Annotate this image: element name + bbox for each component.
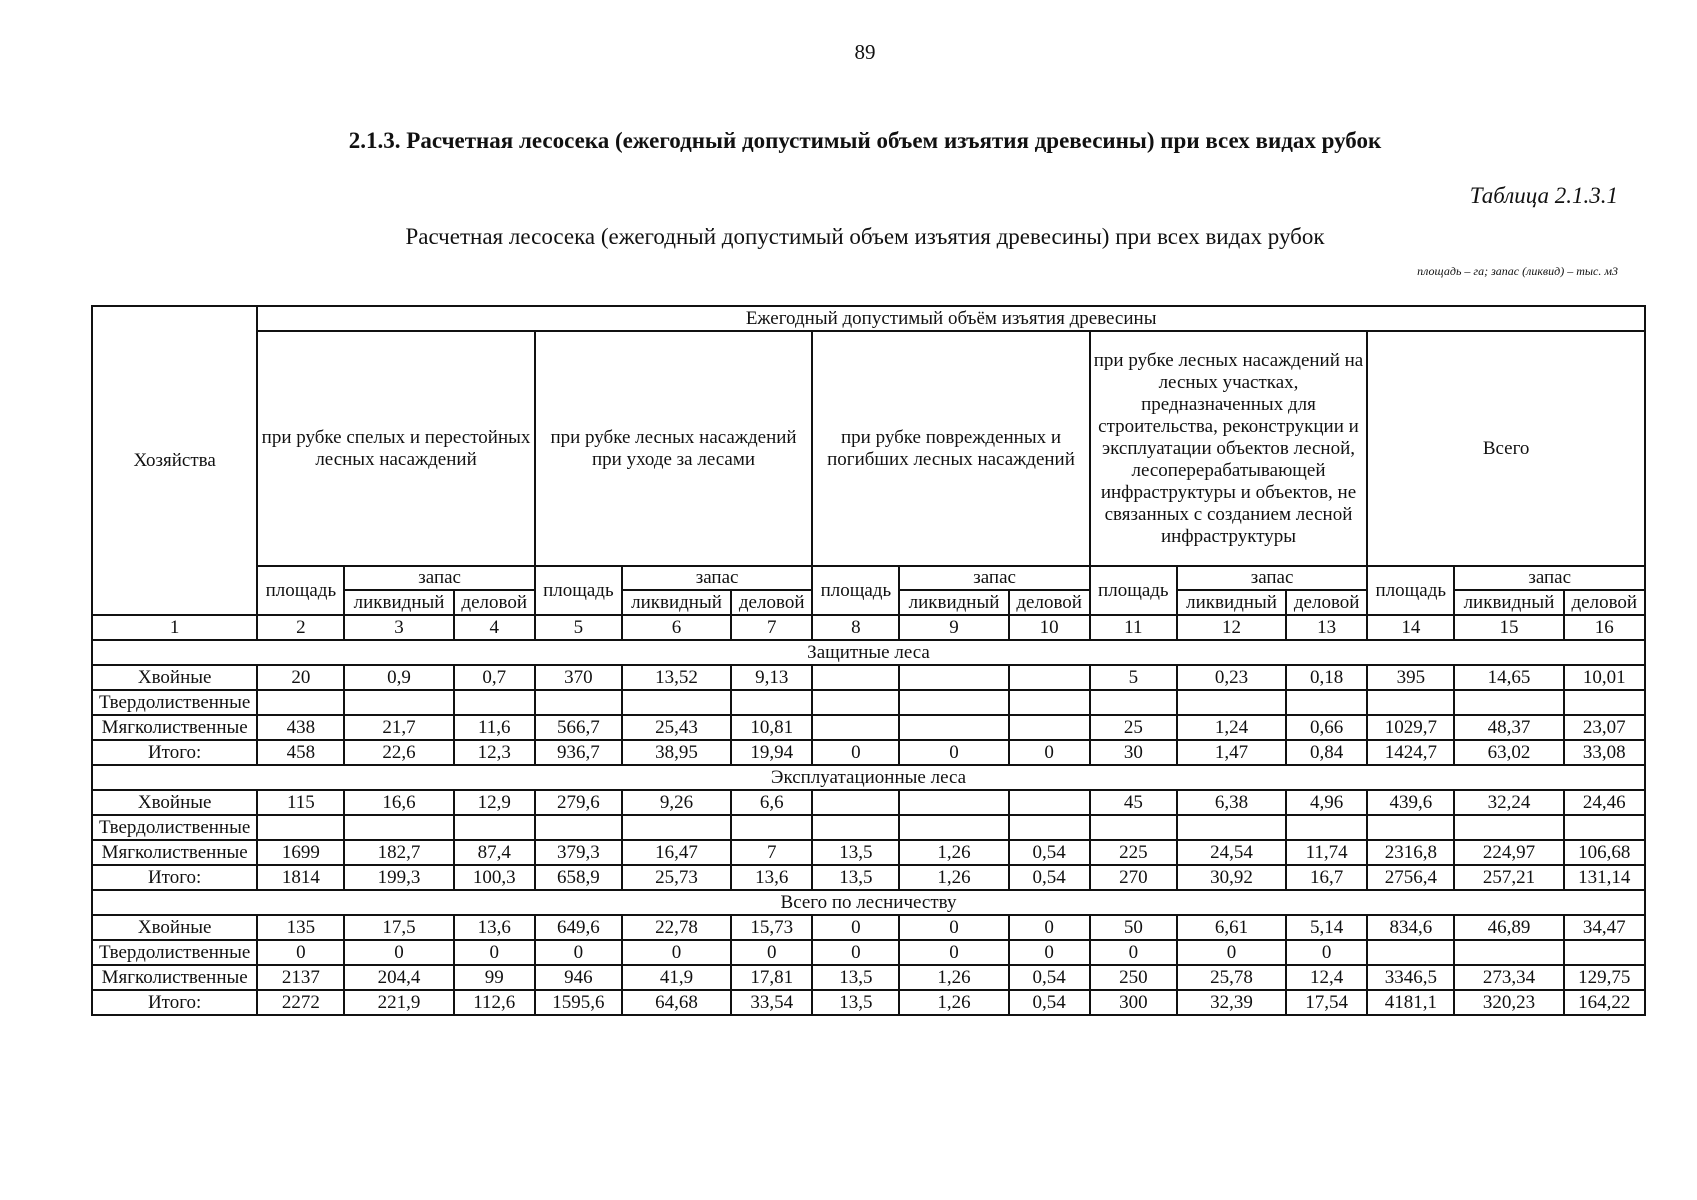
- table-cell: 13,5: [812, 865, 899, 890]
- table-cell: 13,6: [731, 865, 812, 890]
- table-cell: 0: [1177, 940, 1286, 965]
- row-label: Хвойные: [92, 915, 257, 940]
- table-cell: 7: [731, 840, 812, 865]
- table-row: [92, 715, 1645, 740]
- column-number-row: [92, 615, 1645, 640]
- units-note: площадь – га; запас (ликвид) – тыс. м3: [1417, 264, 1618, 278]
- table-cell: 34,47: [1564, 915, 1645, 940]
- table-cell: 100,3: [454, 865, 535, 890]
- table-row: [92, 740, 1645, 765]
- table-cell: 6,61: [1177, 915, 1286, 940]
- column-number-cell: 14: [1367, 615, 1454, 640]
- table-cell: 0: [899, 740, 1008, 765]
- section-heading: 2.1.3. Расчетная лесосека (ежегодный допустимый объем изъятия древесины) при всех видах рубок: [348, 128, 1382, 153]
- table-cell: [1367, 940, 1454, 965]
- table-cell: 2272: [257, 990, 344, 1015]
- table-cell: 13,52: [622, 665, 731, 690]
- table-cell: 6,38: [1177, 790, 1286, 815]
- table-cell: [454, 690, 535, 715]
- row-label: Твердолиственные: [92, 940, 257, 965]
- table-cell: 11,6: [454, 715, 535, 740]
- table-cell: 2137: [257, 965, 344, 990]
- table-cell: [1454, 690, 1563, 715]
- header-area: площадь: [812, 566, 899, 615]
- table-cell: 0: [812, 940, 899, 965]
- table-row: [92, 840, 1645, 865]
- header-business: деловой: [454, 590, 535, 615]
- column-number-cell: 9: [899, 615, 1008, 640]
- row-label: Мягколиственные: [92, 715, 257, 740]
- table-cell: 204,4: [344, 965, 453, 990]
- table-cell: 458: [257, 740, 344, 765]
- header-stock: запас: [899, 566, 1089, 590]
- table-cell: 273,34: [1454, 965, 1563, 990]
- table-cell: 439,6: [1367, 790, 1454, 815]
- header-business: деловой: [1009, 590, 1090, 615]
- table-cell: 1,47: [1177, 740, 1286, 765]
- table-cell: 17,81: [731, 965, 812, 990]
- column-number-cell: 1: [92, 615, 257, 640]
- row-label: Мягколиственные: [92, 840, 257, 865]
- header-stock: запас: [1177, 566, 1367, 590]
- table-cell: 9,26: [622, 790, 731, 815]
- table-cell: 658,9: [535, 865, 622, 890]
- table-cell: 10,01: [1564, 665, 1645, 690]
- table-cell: 46,89: [1454, 915, 1563, 940]
- table-cell: 0: [257, 940, 344, 965]
- row-label: Хвойные: [92, 665, 257, 690]
- table-cell: 0: [899, 940, 1008, 965]
- table-cell: 438: [257, 715, 344, 740]
- table-cell: [1009, 715, 1090, 740]
- table-cell: [1090, 690, 1177, 715]
- table-cell: 12,4: [1286, 965, 1367, 990]
- column-number-cell: 11: [1090, 615, 1177, 640]
- section-title: Защитные леса: [92, 640, 1645, 665]
- section-title: Всего по лесничеству: [92, 890, 1645, 915]
- header-stock: запас: [344, 566, 534, 590]
- header-area: площадь: [1090, 566, 1177, 615]
- table-cell: 6,6: [731, 790, 812, 815]
- table-row: [92, 940, 1645, 965]
- table-cell: 16,6: [344, 790, 453, 815]
- page-number: 89: [854, 40, 876, 64]
- table-cell: 2756,4: [1367, 865, 1454, 890]
- table-cell: 106,68: [1564, 840, 1645, 865]
- table-cell: [899, 815, 1008, 840]
- header-group-mature: при рубке спелых и перестойных лесных насаждений: [257, 331, 534, 566]
- table-row: [92, 865, 1645, 890]
- table-cell: 25,78: [1177, 965, 1286, 990]
- header-annual-volume: Ежегодный допустимый объём изъятия древесины: [257, 306, 1645, 331]
- header-liquid: ликвидный: [1454, 590, 1563, 615]
- header-group-construction: при рубке лесных насаждений на лесных участках, предназначенных для строительства, реконструкции и эксплуатации объектов лесной, лесоперерабатывающей инфраструктуры и объектов, не связанных с созданием лесной инфраструктуры: [1090, 331, 1367, 566]
- table-cell: 21,7: [344, 715, 453, 740]
- table-cell: 250: [1090, 965, 1177, 990]
- table-cell: 300: [1090, 990, 1177, 1015]
- table-cell: 320,23: [1454, 990, 1563, 1015]
- table-cell: [1090, 815, 1177, 840]
- table-cell: 0,7: [454, 665, 535, 690]
- table-cell: [535, 690, 622, 715]
- header-business: деловой: [731, 590, 812, 615]
- table-cell: 0,54: [1009, 965, 1090, 990]
- table-cell: 25,43: [622, 715, 731, 740]
- table-cell: [257, 815, 344, 840]
- table-cell: 14,65: [1454, 665, 1563, 690]
- table-cell: 17,54: [1286, 990, 1367, 1015]
- table-cell: [1009, 690, 1090, 715]
- table-cell: 15,73: [731, 915, 812, 940]
- column-number-cell: 13: [1286, 615, 1367, 640]
- table-cell: 22,6: [344, 740, 453, 765]
- table-cell: 30,92: [1177, 865, 1286, 890]
- table-cell: [1286, 690, 1367, 715]
- header-liquid: ликвидный: [899, 590, 1008, 615]
- table-cell: [1564, 940, 1645, 965]
- column-number-cell: 2: [257, 615, 344, 640]
- table-cell: 9,13: [731, 665, 812, 690]
- table-cell: 24,54: [1177, 840, 1286, 865]
- table-cell: 41,9: [622, 965, 731, 990]
- table-cell: [731, 690, 812, 715]
- table-label: Таблица 2.1.3.1: [1469, 183, 1618, 208]
- table-cell: 16,47: [622, 840, 731, 865]
- allowable-cut-table: [91, 305, 1646, 1016]
- table-cell: [1177, 690, 1286, 715]
- table-cell: 1595,6: [535, 990, 622, 1015]
- header-liquid: ликвидный: [1177, 590, 1286, 615]
- table-cell: 99: [454, 965, 535, 990]
- table-cell: 221,9: [344, 990, 453, 1015]
- header-area: площадь: [1367, 566, 1454, 615]
- table-cell: 16,7: [1286, 865, 1367, 890]
- table-cell: 0: [899, 915, 1008, 940]
- table-cell: 0,54: [1009, 865, 1090, 890]
- header-stock: запас: [622, 566, 812, 590]
- table-cell: [899, 715, 1008, 740]
- table-cell: 0: [731, 940, 812, 965]
- column-number-cell: 8: [812, 615, 899, 640]
- table-cell: 199,3: [344, 865, 453, 890]
- table-cell: 566,7: [535, 715, 622, 740]
- table-cell: 13,6: [454, 915, 535, 940]
- table-cell: 1814: [257, 865, 344, 890]
- table-cell: 4,96: [1286, 790, 1367, 815]
- column-number-cell: 6: [622, 615, 731, 640]
- table-cell: 20: [257, 665, 344, 690]
- table-cell: 0: [812, 915, 899, 940]
- section-row: [92, 890, 1645, 915]
- table-cell: 17,5: [344, 915, 453, 940]
- table-cell: 13,5: [812, 965, 899, 990]
- table-cell: 5: [1090, 665, 1177, 690]
- row-label: Итого:: [92, 865, 257, 890]
- table-cell: [454, 815, 535, 840]
- table-cell: [899, 690, 1008, 715]
- header-area: площадь: [257, 566, 344, 615]
- table-cell: 32,24: [1454, 790, 1563, 815]
- table-cell: [899, 790, 1008, 815]
- table-cell: 24,46: [1564, 790, 1645, 815]
- table-cell: 0: [1009, 915, 1090, 940]
- table-cell: 0: [622, 940, 731, 965]
- header-business: деловой: [1286, 590, 1367, 615]
- table-cell: 649,6: [535, 915, 622, 940]
- row-label: Твердолиственные: [92, 690, 257, 715]
- header-area: площадь: [535, 566, 622, 615]
- header-liquid: ликвидный: [344, 590, 453, 615]
- table-cell: [535, 815, 622, 840]
- table-cell: 0: [1009, 940, 1090, 965]
- table-cell: 270: [1090, 865, 1177, 890]
- table-caption: Расчетная лесосека (ежегодный допустимый объем изъятия древесины) при всех видах рубок: [405, 224, 1325, 249]
- table-row: [92, 665, 1645, 690]
- table-cell: 0: [812, 740, 899, 765]
- table-cell: 1,26: [899, 865, 1008, 890]
- table-cell: [812, 690, 899, 715]
- table-cell: 1699: [257, 840, 344, 865]
- table-cell: [344, 815, 453, 840]
- table-cell: 0,54: [1009, 840, 1090, 865]
- row-label: Твердолиственные: [92, 815, 257, 840]
- table-cell: 12,3: [454, 740, 535, 765]
- table-cell: 10,81: [731, 715, 812, 740]
- table-cell: [1367, 815, 1454, 840]
- table-cell: 0,9: [344, 665, 453, 690]
- table-body: [92, 615, 1645, 1015]
- table-cell: [344, 690, 453, 715]
- table-cell: 0,84: [1286, 740, 1367, 765]
- row-label: Хвойные: [92, 790, 257, 815]
- table-cell: 33,08: [1564, 740, 1645, 765]
- table-cell: [1177, 815, 1286, 840]
- table-cell: 0: [454, 940, 535, 965]
- header-group-damaged: при рубке поврежденных и погибших лесных насаждений: [812, 331, 1089, 566]
- table-cell: 48,37: [1454, 715, 1563, 740]
- table-cell: 936,7: [535, 740, 622, 765]
- header-business: деловой: [1564, 590, 1645, 615]
- table-row: [92, 965, 1645, 990]
- table-cell: [1009, 790, 1090, 815]
- table-cell: 1,26: [899, 965, 1008, 990]
- table-cell: 0,23: [1177, 665, 1286, 690]
- table-cell: 63,02: [1454, 740, 1563, 765]
- table-cell: [1009, 665, 1090, 690]
- table-cell: [812, 665, 899, 690]
- table-cell: 370: [535, 665, 622, 690]
- header-stock: запас: [1454, 566, 1645, 590]
- table-cell: 0: [535, 940, 622, 965]
- table-row: [92, 990, 1645, 1015]
- table-cell: 45: [1090, 790, 1177, 815]
- table-cell: 0: [344, 940, 453, 965]
- table-cell: 182,7: [344, 840, 453, 865]
- table-cell: [812, 815, 899, 840]
- table-cell: 0: [1090, 940, 1177, 965]
- table-cell: 2316,8: [1367, 840, 1454, 865]
- column-number-cell: 7: [731, 615, 812, 640]
- table-cell: 38,95: [622, 740, 731, 765]
- table-cell: [622, 815, 731, 840]
- table-cell: 5,14: [1286, 915, 1367, 940]
- table-cell: [1286, 815, 1367, 840]
- table-cell: 1,26: [899, 990, 1008, 1015]
- table-cell: [622, 690, 731, 715]
- table-cell: 0,66: [1286, 715, 1367, 740]
- column-number-cell: 16: [1564, 615, 1645, 640]
- table-cell: [1009, 815, 1090, 840]
- table-row: [92, 690, 1645, 715]
- column-number-cell: 3: [344, 615, 453, 640]
- row-label: Итого:: [92, 740, 257, 765]
- header-group-total: Всего: [1367, 331, 1645, 566]
- table-cell: [731, 815, 812, 840]
- table-cell: 1,24: [1177, 715, 1286, 740]
- column-number-cell: 10: [1009, 615, 1090, 640]
- header-liquid: ликвидный: [622, 590, 731, 615]
- table-cell: [1454, 815, 1563, 840]
- table-cell: 379,3: [535, 840, 622, 865]
- table-cell: 22,78: [622, 915, 731, 940]
- table-cell: 0,18: [1286, 665, 1367, 690]
- table-cell: 64,68: [622, 990, 731, 1015]
- table-cell: [257, 690, 344, 715]
- row-label: Мягколиственные: [92, 965, 257, 990]
- section-row: [92, 640, 1645, 665]
- row-label: Итого:: [92, 990, 257, 1015]
- table-cell: 224,97: [1454, 840, 1563, 865]
- table-cell: 395: [1367, 665, 1454, 690]
- table-cell: [1367, 690, 1454, 715]
- section-row: [92, 765, 1645, 790]
- table-row: [92, 790, 1645, 815]
- table-row: [92, 915, 1645, 940]
- table-cell: 257,21: [1454, 865, 1563, 890]
- table-cell: 12,9: [454, 790, 535, 815]
- table-cell: 112,6: [454, 990, 535, 1015]
- table-cell: 1029,7: [1367, 715, 1454, 740]
- table-cell: 32,39: [1177, 990, 1286, 1015]
- section-title: Эксплуатационные леса: [92, 765, 1645, 790]
- table-cell: 164,22: [1564, 990, 1645, 1015]
- table-cell: 23,07: [1564, 715, 1645, 740]
- table-cell: [812, 790, 899, 815]
- table-cell: 946: [535, 965, 622, 990]
- header-farms: Хозяйства: [92, 306, 257, 615]
- table-cell: 1424,7: [1367, 740, 1454, 765]
- table-cell: 0: [1009, 740, 1090, 765]
- table-cell: 834,6: [1367, 915, 1454, 940]
- table-cell: 25: [1090, 715, 1177, 740]
- table-cell: [1564, 690, 1645, 715]
- table-cell: [1454, 940, 1563, 965]
- table-cell: 33,54: [731, 990, 812, 1015]
- table-cell: 131,14: [1564, 865, 1645, 890]
- table-cell: 50: [1090, 915, 1177, 940]
- table-cell: 13,5: [812, 990, 899, 1015]
- table-cell: [899, 665, 1008, 690]
- column-number-cell: 4: [454, 615, 535, 640]
- table-cell: 87,4: [454, 840, 535, 865]
- table-cell: 19,94: [731, 740, 812, 765]
- column-number-cell: 12: [1177, 615, 1286, 640]
- table-cell: 129,75: [1564, 965, 1645, 990]
- table-cell: 13,5: [812, 840, 899, 865]
- table-cell: 115: [257, 790, 344, 815]
- table-cell: 1,26: [899, 840, 1008, 865]
- table-cell: 30: [1090, 740, 1177, 765]
- table-cell: [1564, 815, 1645, 840]
- table-cell: 279,6: [535, 790, 622, 815]
- table-cell: 0: [1286, 940, 1367, 965]
- table-cell: 25,73: [622, 865, 731, 890]
- header-group-thinning: при рубке лесных насаждений при уходе за лесами: [535, 331, 812, 566]
- table-cell: 11,74: [1286, 840, 1367, 865]
- table-cell: 3346,5: [1367, 965, 1454, 990]
- table-cell: 135: [257, 915, 344, 940]
- column-number-cell: 15: [1454, 615, 1563, 640]
- table-cell: 4181,1: [1367, 990, 1454, 1015]
- table-row: [92, 815, 1645, 840]
- table-cell: 225: [1090, 840, 1177, 865]
- column-number-cell: 5: [535, 615, 622, 640]
- table-cell: [812, 715, 899, 740]
- table-cell: 0,54: [1009, 990, 1090, 1015]
